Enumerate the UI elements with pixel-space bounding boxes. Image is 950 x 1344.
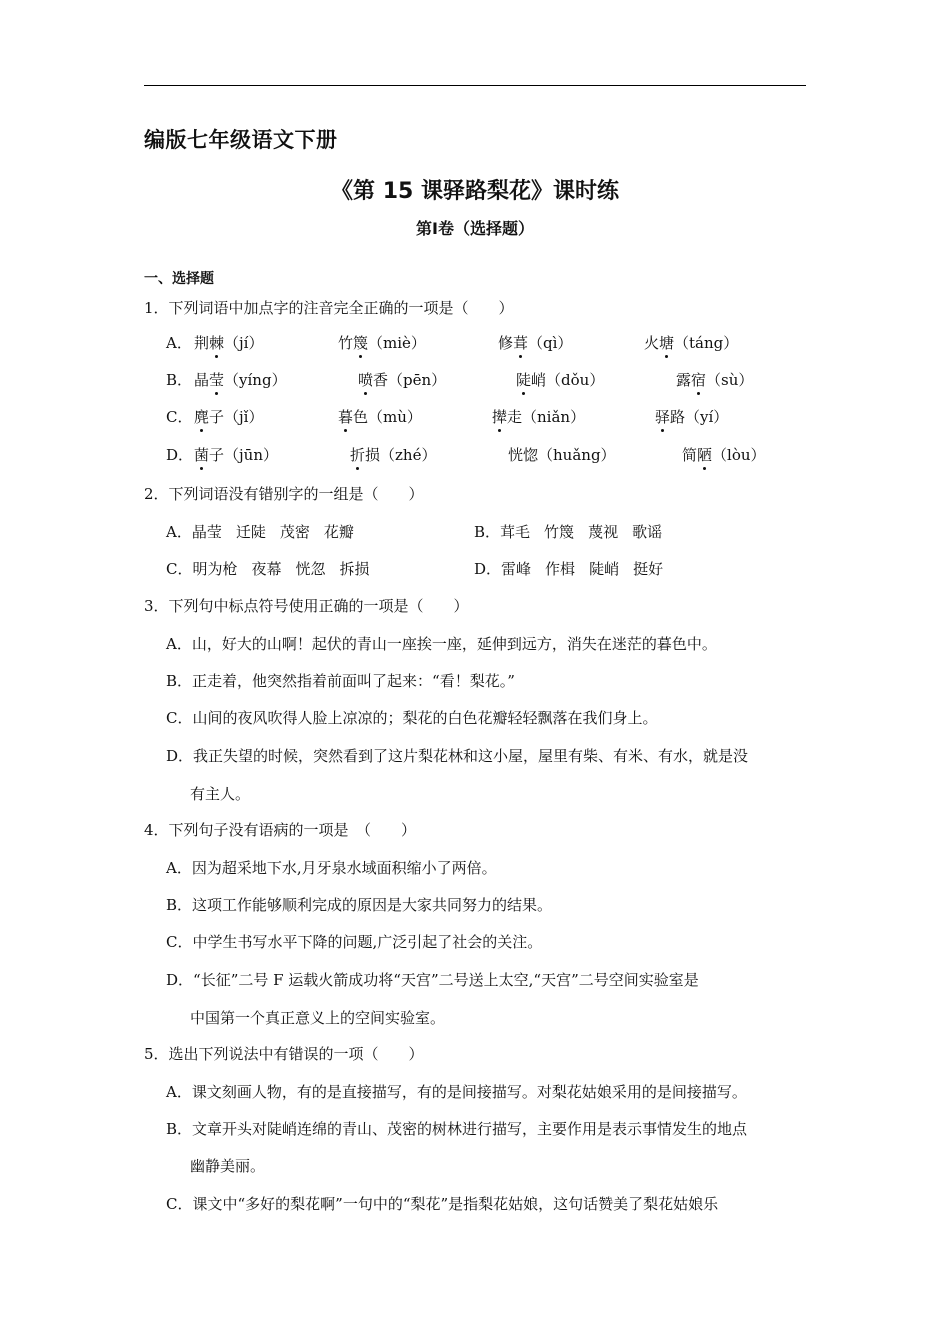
page-title: 《第 15 课驿路梨花》课时练 [331,179,619,204]
question-5-option-a: A．课文刻画人物，有的是直接描写，有的是间接描写。对梨花姑娘采用的是间接描写。 [166,1083,747,1101]
question-3-option-a: A．山，好大的山啊！起伏的青山一座挨一座，延伸到远方，消失在迷茫的暮色中。 [166,635,717,653]
option-word: 陡峭（dǒu） [516,371,605,389]
question-4-option-d: D．“长征”二号 F 运载火箭成功将“天宫”二号送上太空,“天宫”二号空间实验室是 [166,971,699,989]
option-word: 修葺（qì） [498,334,573,352]
question-3-option-d: D．我正失望的时候，突然看到了这片梨花林和这小屋，屋里有柴、有米、有水，就是没 [166,747,749,765]
question-2-option-b: B．茸毛 竹篾 蔑视 歌谣 [474,523,663,541]
question-3-option-c: C．山间的夜风吹得人脸上凉凉的；梨花的白色花瓣轻轻飘落在我们身上。 [166,709,658,727]
question-3-option-d-cont: 有主人。 [190,785,251,803]
question-2-option-a: A．晶莹 迁陡 茂密 花瓣 [166,523,354,541]
question-2-option-d: D．雷峰 作楫 陡峭 挺好 [474,560,664,578]
option-label: B． [166,371,193,389]
question-5-stem: 5．选出下列说法中有错误的一项（ ） [144,1045,424,1063]
pre-title: 编版七年级语文下册 [144,128,338,152]
option-word: 晶莹（yíng） [194,371,287,389]
option-word: 暮色（mù） [338,408,422,426]
option-word: 恍惚（huǎng） [508,446,616,464]
question-5-option-b-cont: 幽静美丽。 [190,1157,266,1175]
question-5-option-b: B．文章开头对陡峭连绵的青山、茂密的树林进行描写，主要作用是表示事情发生的地点 [166,1120,748,1138]
option-word: 竹篾（miè） [338,334,426,352]
question-4-option-d-cont: 中国第一个真正意义上的空间实验室。 [190,1009,446,1027]
question-2-stem: 2．下列词语没有错别字的一组是（ ） [144,485,424,503]
header-rule [144,85,806,86]
option-word: 喷香（pēn） [358,371,447,389]
option-label: C． [166,408,193,426]
question-5-option-c: C．课文中“多好的梨花啊”一句中的“梨花”是指梨花姑娘，这句话赞美了梨花姑娘乐 [166,1195,719,1213]
section-heading: 一、选择题 [144,271,214,287]
option-word: 撵走（niǎn） [492,408,586,426]
option-word: 简陋（lòu） [682,446,766,464]
option-label: A． [166,334,192,352]
subtitle: 第Ⅰ卷（选择题） [416,219,534,238]
question-3-option-b: B．正走着，他突然指着前面叫了起来：“看！梨花。” [166,672,515,690]
question-4-option-b: B．这项工作能够顺利完成的原因是大家共同努力的结果。 [166,896,553,914]
option-word: 麂子（jǐ） [194,408,264,426]
question-1-stem: 1．下列词语中加点字的注音完全正确的一项是（ ） [144,299,514,317]
question-3-stem: 3．下列句中标点符号使用正确的一项是（ ） [144,597,469,615]
option-word: 菌子（jūn） [194,446,278,464]
question-4-stem: 4．下列句子没有语病的一项是 （ ） [144,821,417,839]
option-word: 露宿（sù） [676,371,754,389]
option-word: 火塘（táng） [644,334,739,352]
option-label: D． [166,446,194,464]
option-word: 荆棘（jí） [194,334,264,352]
option-word: 折损（zhé） [350,446,437,464]
question-2-option-c: C．明为枪 夜幕 恍忽 拆损 [166,560,370,578]
question-4-option-c: C．中学生书写水平下降的问题,广泛引起了社会的关注。 [166,933,543,951]
option-word: 驿路（yí） [655,408,729,426]
question-4-option-a: A．因为超采地下水,月牙泉水域面积缩小了两倍。 [166,859,497,877]
